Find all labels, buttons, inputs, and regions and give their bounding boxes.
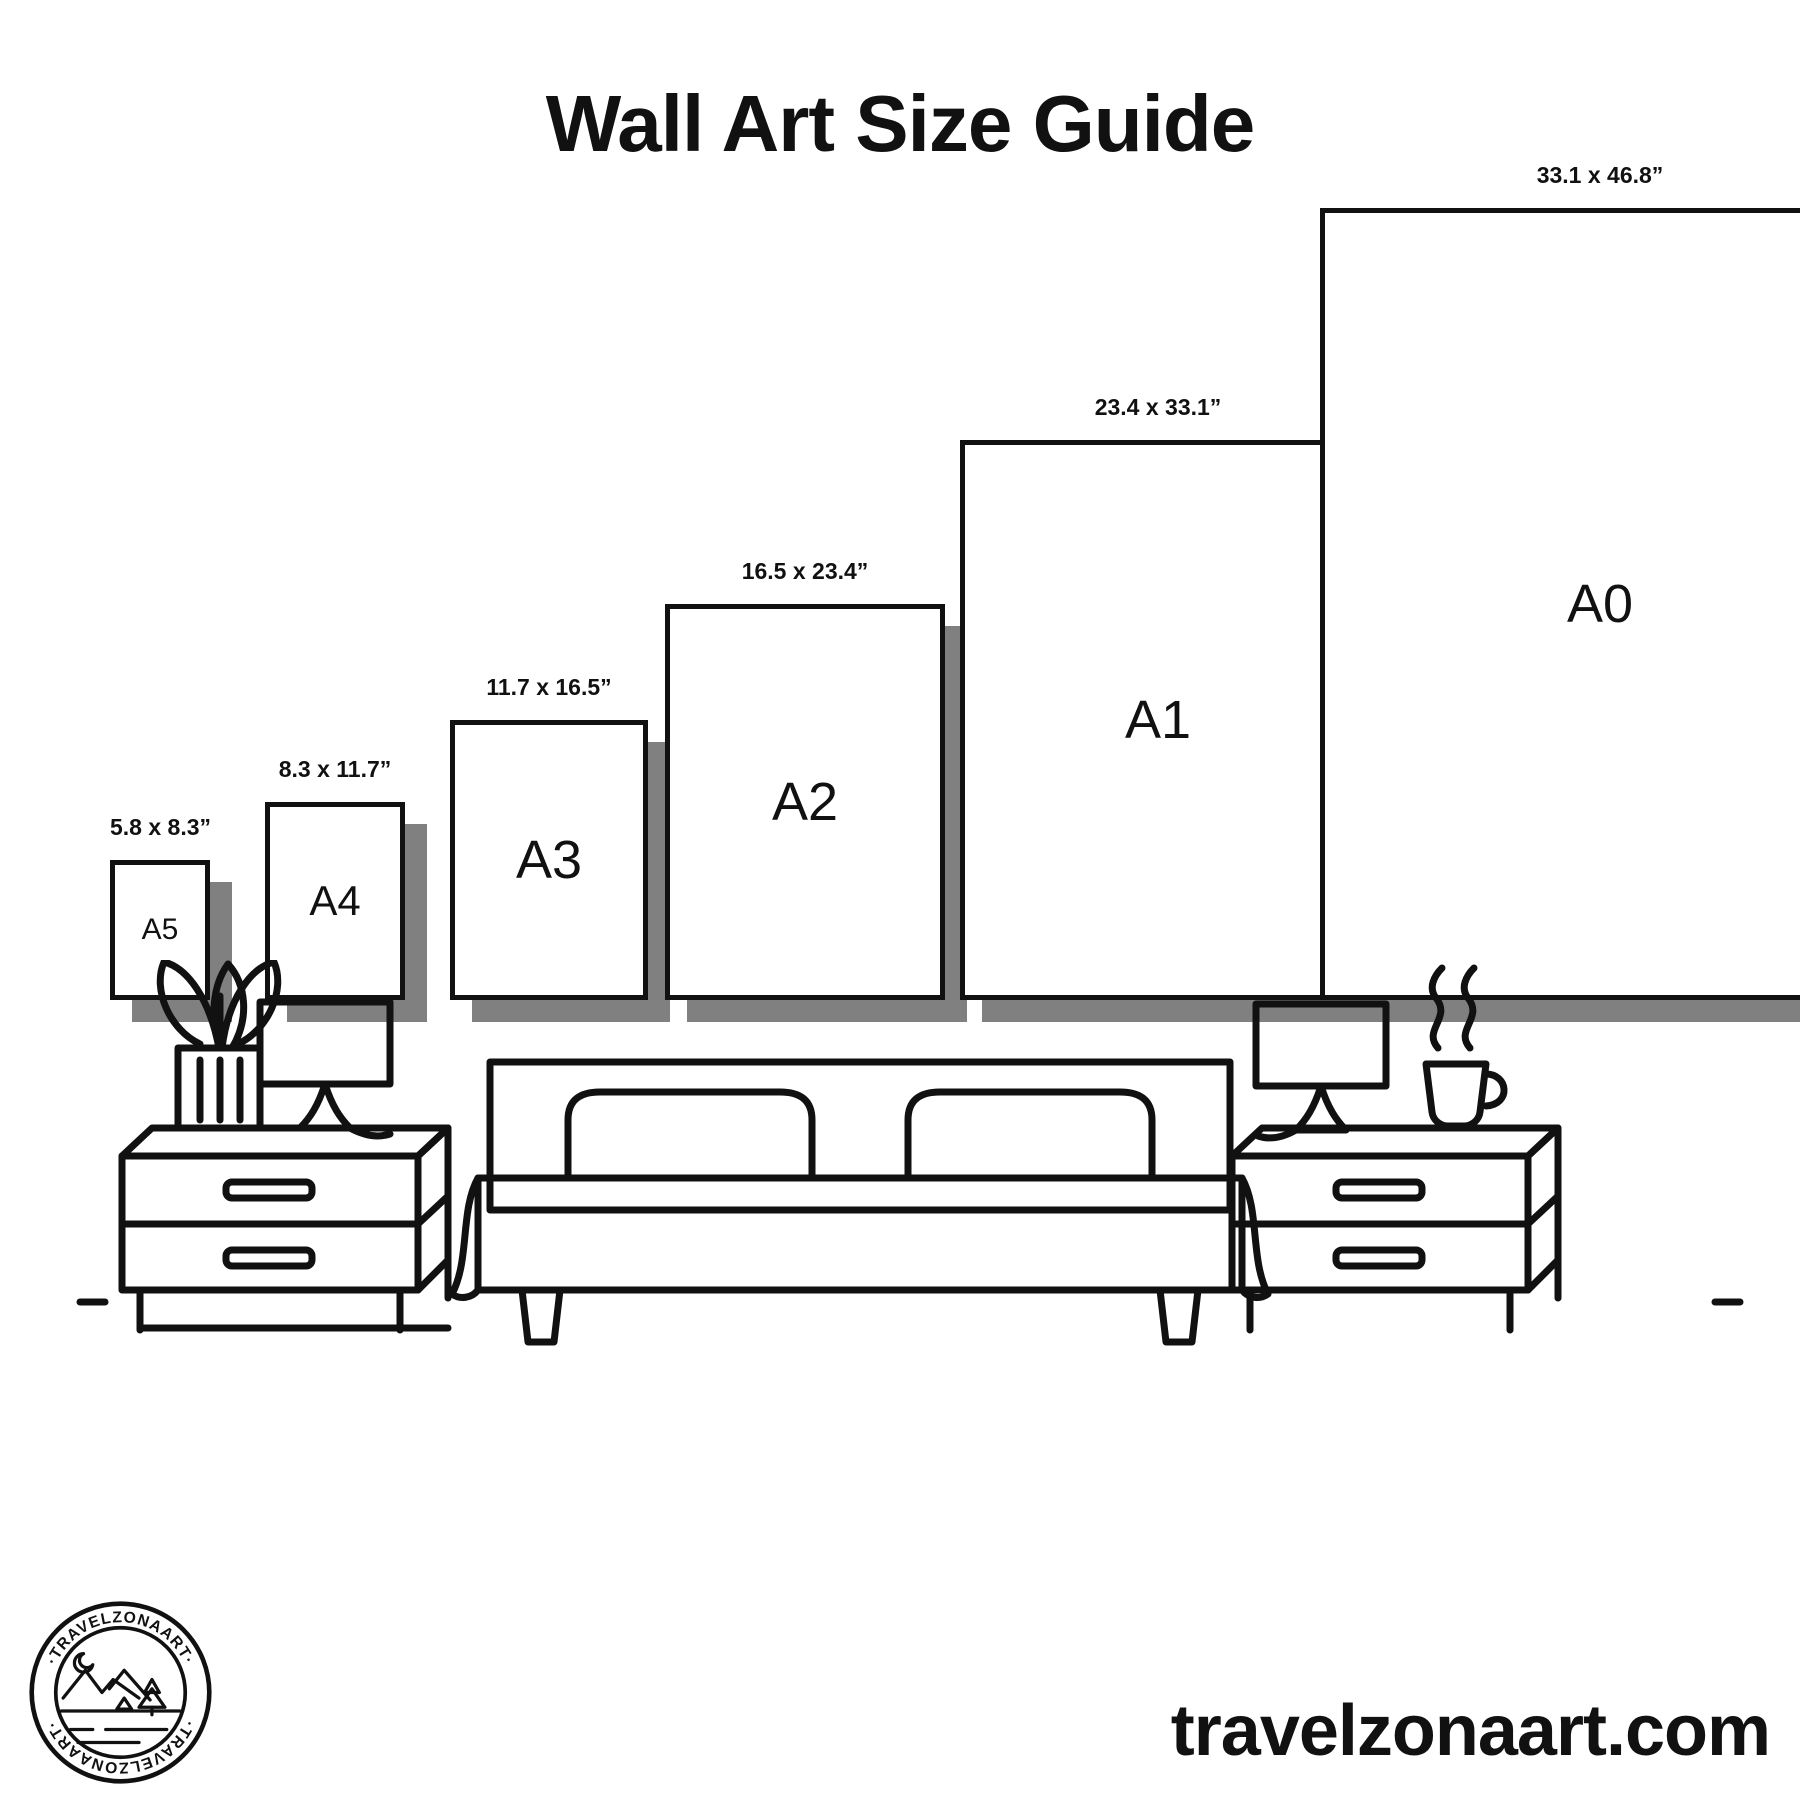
frame-size-name: A0 xyxy=(1566,574,1634,634)
frame-dimension-label: 16.5 x 23.4” xyxy=(741,558,869,584)
frame-box-a2[interactable] xyxy=(665,604,945,1000)
frame-size-name: A4 xyxy=(309,877,361,924)
frame-size-name: A5 xyxy=(141,913,179,946)
frame-size-name: A1 xyxy=(1124,690,1192,750)
frame-dimension-label: 23.4 x 33.1” xyxy=(1094,394,1222,420)
frame-box-a1[interactable] xyxy=(960,440,1356,1000)
frame-size-name: A3 xyxy=(515,830,583,890)
frame-box-a0[interactable] xyxy=(1320,208,1800,1000)
frame-dimension-label: 33.1 x 46.8” xyxy=(1536,162,1664,188)
svg-text:·TRAVELZONAART·: ·TRAVELZONAART· xyxy=(43,1609,198,1668)
frame-size-name: A2 xyxy=(771,772,839,832)
frame-a3 xyxy=(450,0,670,1000)
brand-logo xyxy=(28,1600,213,1785)
website-url: travelzonaart.com xyxy=(1170,1691,1770,1771)
frame-a5 xyxy=(110,0,232,1000)
frame-a4 xyxy=(265,0,427,1000)
frame-dimension-label: 11.7 x 16.5” xyxy=(486,674,612,700)
bedroom-scene-icon xyxy=(60,960,1760,1380)
svg-text:·TRAVELZONAART·: ·TRAVELZONAART· xyxy=(43,1717,198,1776)
frame-dimension-label: 5.8 x 8.3” xyxy=(110,814,212,840)
frame-dimension-label: 8.3 x 11.7” xyxy=(278,756,392,782)
frame-box-a3[interactable] xyxy=(450,720,648,1000)
frame-a0 xyxy=(1320,0,1800,1000)
frame-a2 xyxy=(665,0,967,1000)
page-title: Wall Art Size Guide xyxy=(545,79,1255,168)
frame-a1 xyxy=(960,0,1378,1000)
